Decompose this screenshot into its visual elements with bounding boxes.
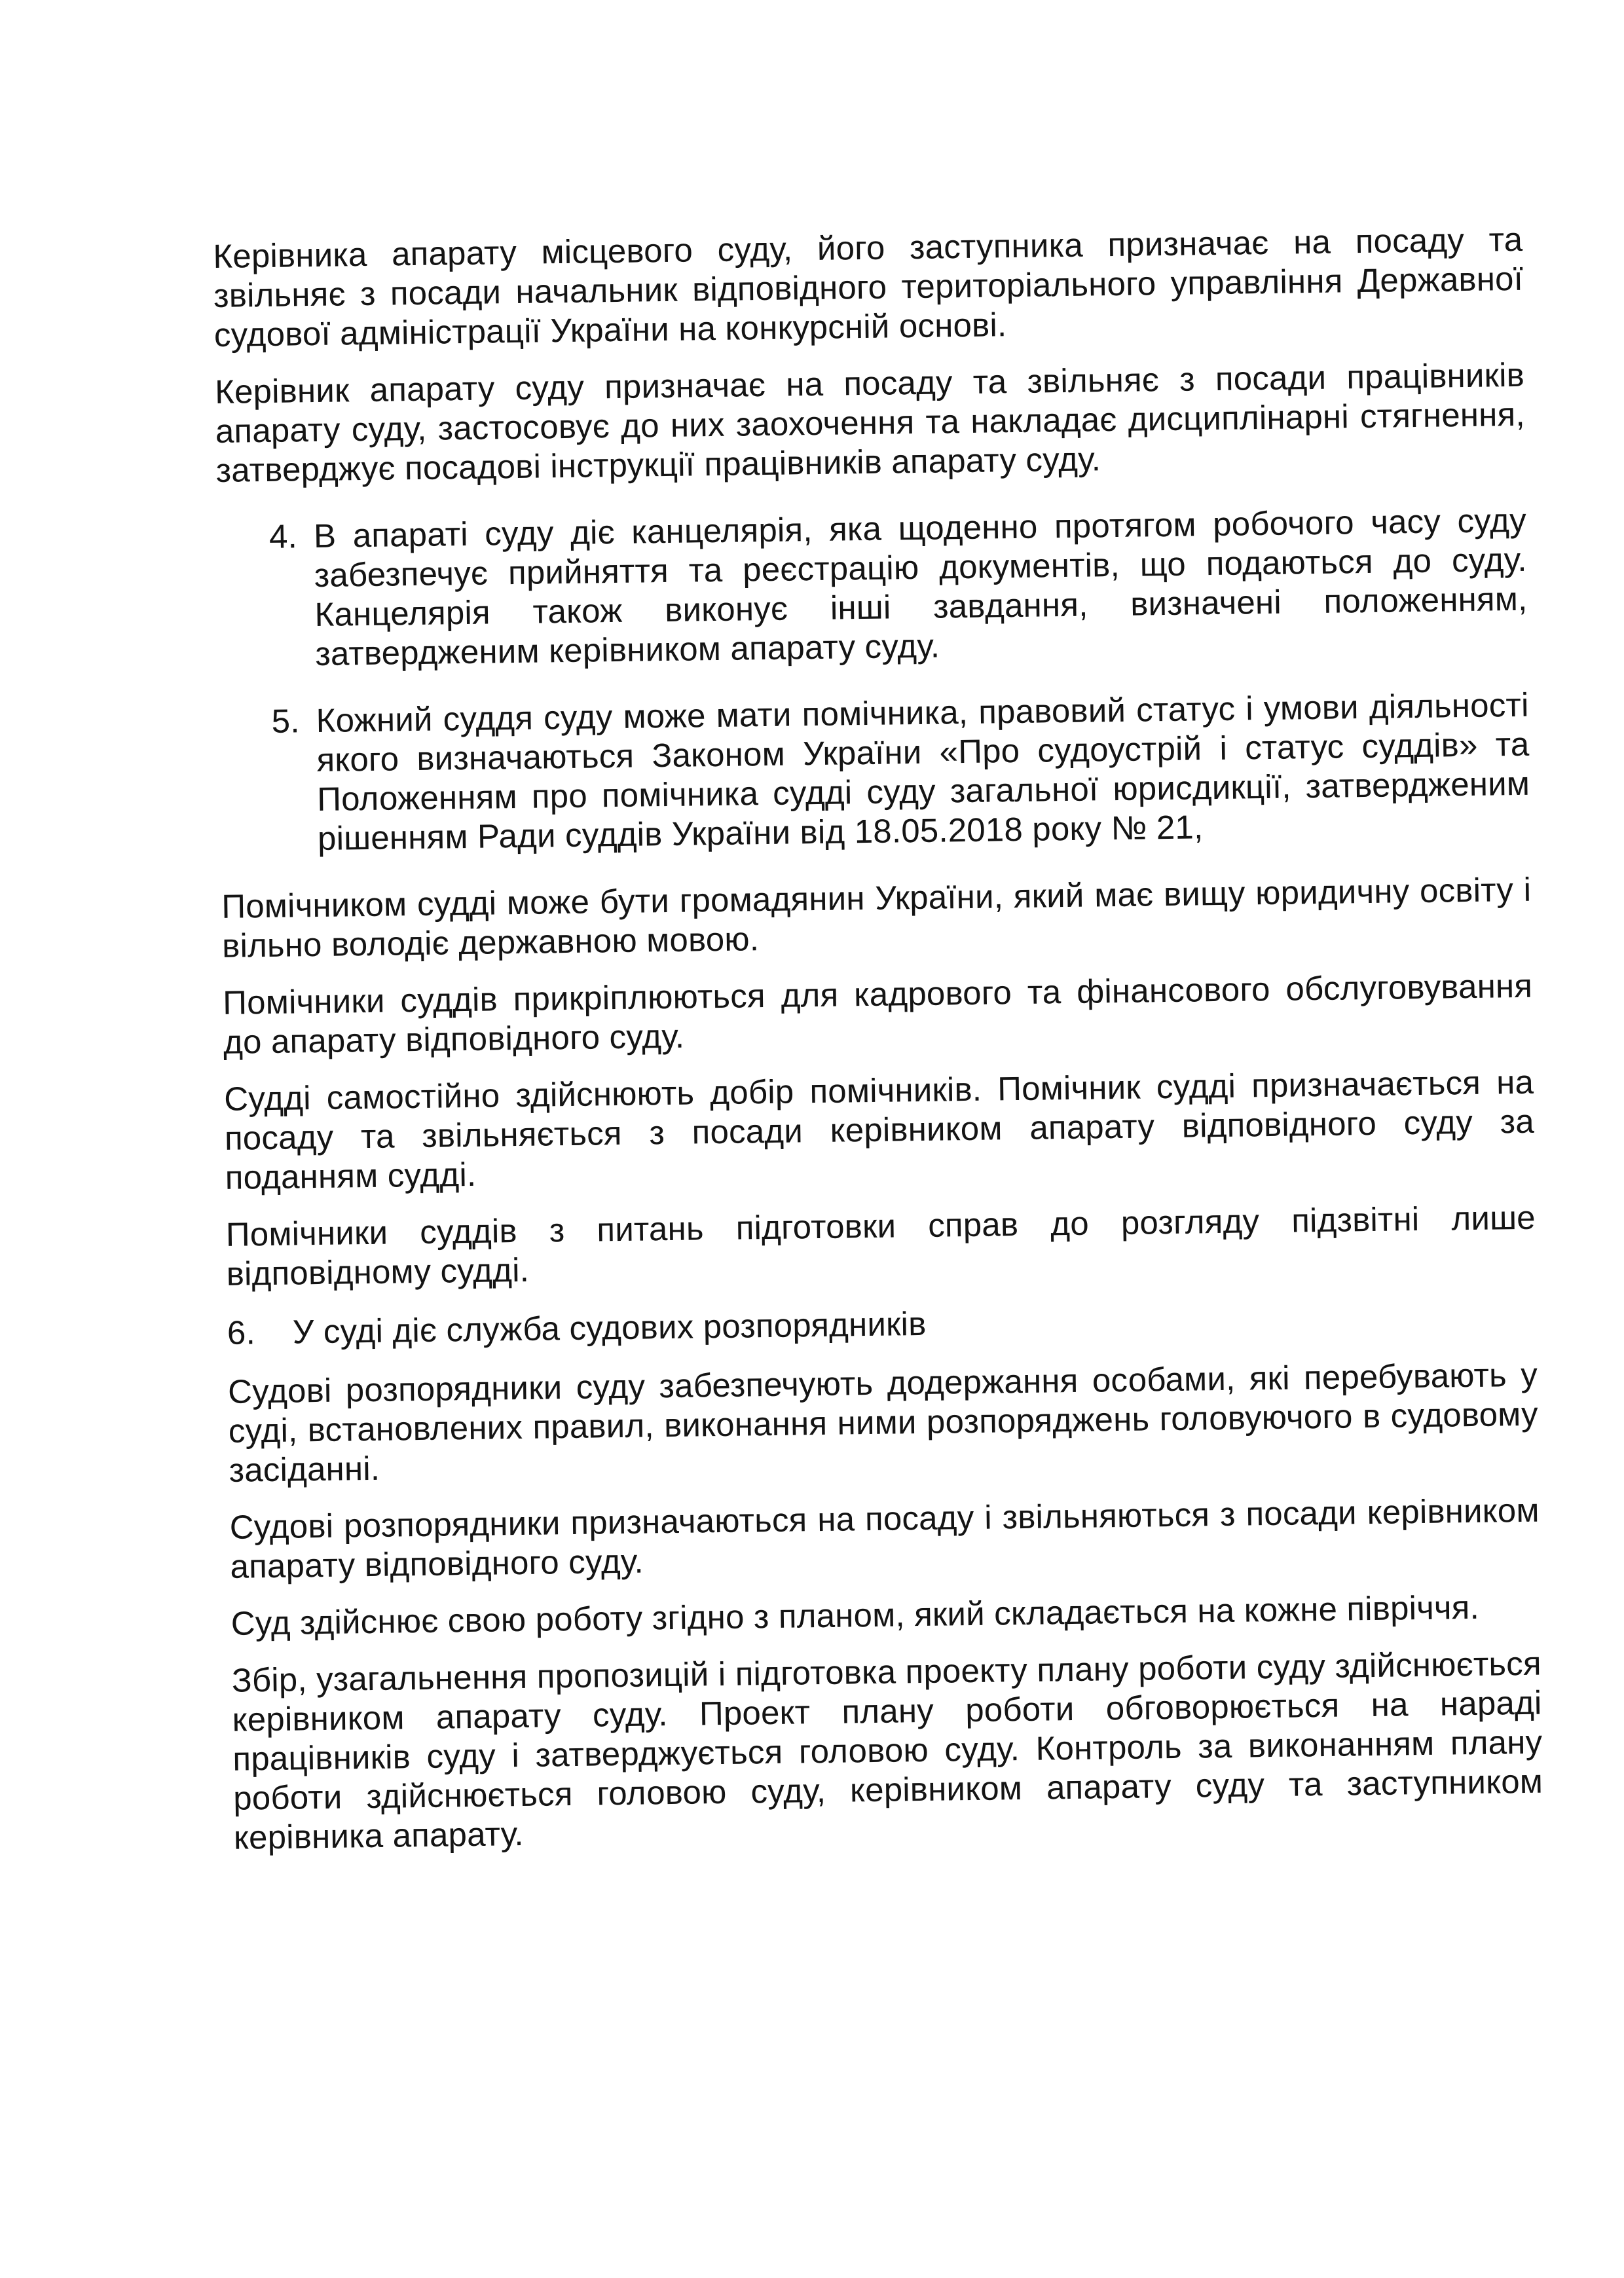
paragraph-head-of-staff-appointment: Керівника апарату місцевого суду, його заступника призначає на посаду та звільняє з посади начальник відповідного територіального управління Державної судової адміністрації України на конкурсній основі. (213, 220, 1524, 354)
list-item-6-text: У суді діє служба судових розпорядників (292, 1304, 927, 1351)
list-item-5-number: 5. (271, 702, 300, 740)
paragraph-court-work-plan: Суд здійснює свою роботу згідно з планом, який складається на кожне півріччя. (231, 1588, 1480, 1642)
list-item-4-number: 4. (268, 517, 298, 555)
list-item-4-text: В апараті суду діє канцелярія, яка щоденно протягом робочого часу суду забезпечує прийняття та реєстрацію документів, що подаються до суду. Канцелярія також виконує інші завдання, визначені положенням, затвердженим керівником апарату суду. (313, 501, 1528, 673)
paragraph-assistant-selection: Судді самостійно здійснюють добір помічників. Помічник судді призначається на посаду та звільняється з посади керівником апарату відповідного суду за поданням судді. (223, 1063, 1535, 1196)
paragraph-assistant-attachment: Помічники суддів прикріплюються для кадрового та фінансового обслуговування до апарату відповідного суду. (222, 966, 1533, 1061)
paragraph-bailiffs-duties: Судові розпорядники суду забезпечують додержання особами, які перебувають у суді, встановлених правил, виконання ними розпоряджень головуючого в судовому засіданні. (227, 1355, 1539, 1489)
list-item-5 (219, 686, 1530, 860)
paragraph-assistant-requirements: Помічником судді може бути громадянин України, який має вищу юридичну освіту і вільно володіє державною мовою. (221, 870, 1532, 964)
list-item-6-number: 6. (227, 1314, 256, 1351)
list-item-6 (227, 1296, 1538, 1353)
paragraph-head-of-staff-powers: Керівник апарату суду призначає на посаду та звільняє з посади працівників апарату суду, застосовує до них заохочення та накладає дисциплінарні стягнення, затверджує посадові інструкції працівників апарату суду. (214, 356, 1526, 489)
paragraph-assistant-accountability: Помічники суддів з питань підготовки справ до розгляду підзвітні лише відповідному судді. (225, 1198, 1536, 1293)
paragraph-bailiffs-appointment: Судові розпорядники призначаються на посаду і звільняються з посади керівником апарату відповідного суду. (229, 1491, 1540, 1585)
list-item-5-text: Кожний суддя суду може мати помічника, правовий статус і умови діяльності якого визначаються Законом України «Про судоустрій і статус суддів» та Положенням про помічника судді суду загальної юрисдикції, затвердженим рішенням Ради суддів України від 18.05.2018 року № 21, (316, 686, 1530, 857)
list-item-4 (217, 501, 1528, 675)
paragraph-plan-preparation-control: Збір, узагальнення пропозицій і підготовка проекту плану роботи суду здійснюється керівником апарату суду. Проект плану роботи обговорюється на нараді працівників суду і затверджується головою суду. Контроль за виконанням плану роботи здійснюється головою суду, керівником апарату суду та заступником керівника апарату. (231, 1644, 1543, 1856)
document-text-block (213, 220, 1544, 1875)
